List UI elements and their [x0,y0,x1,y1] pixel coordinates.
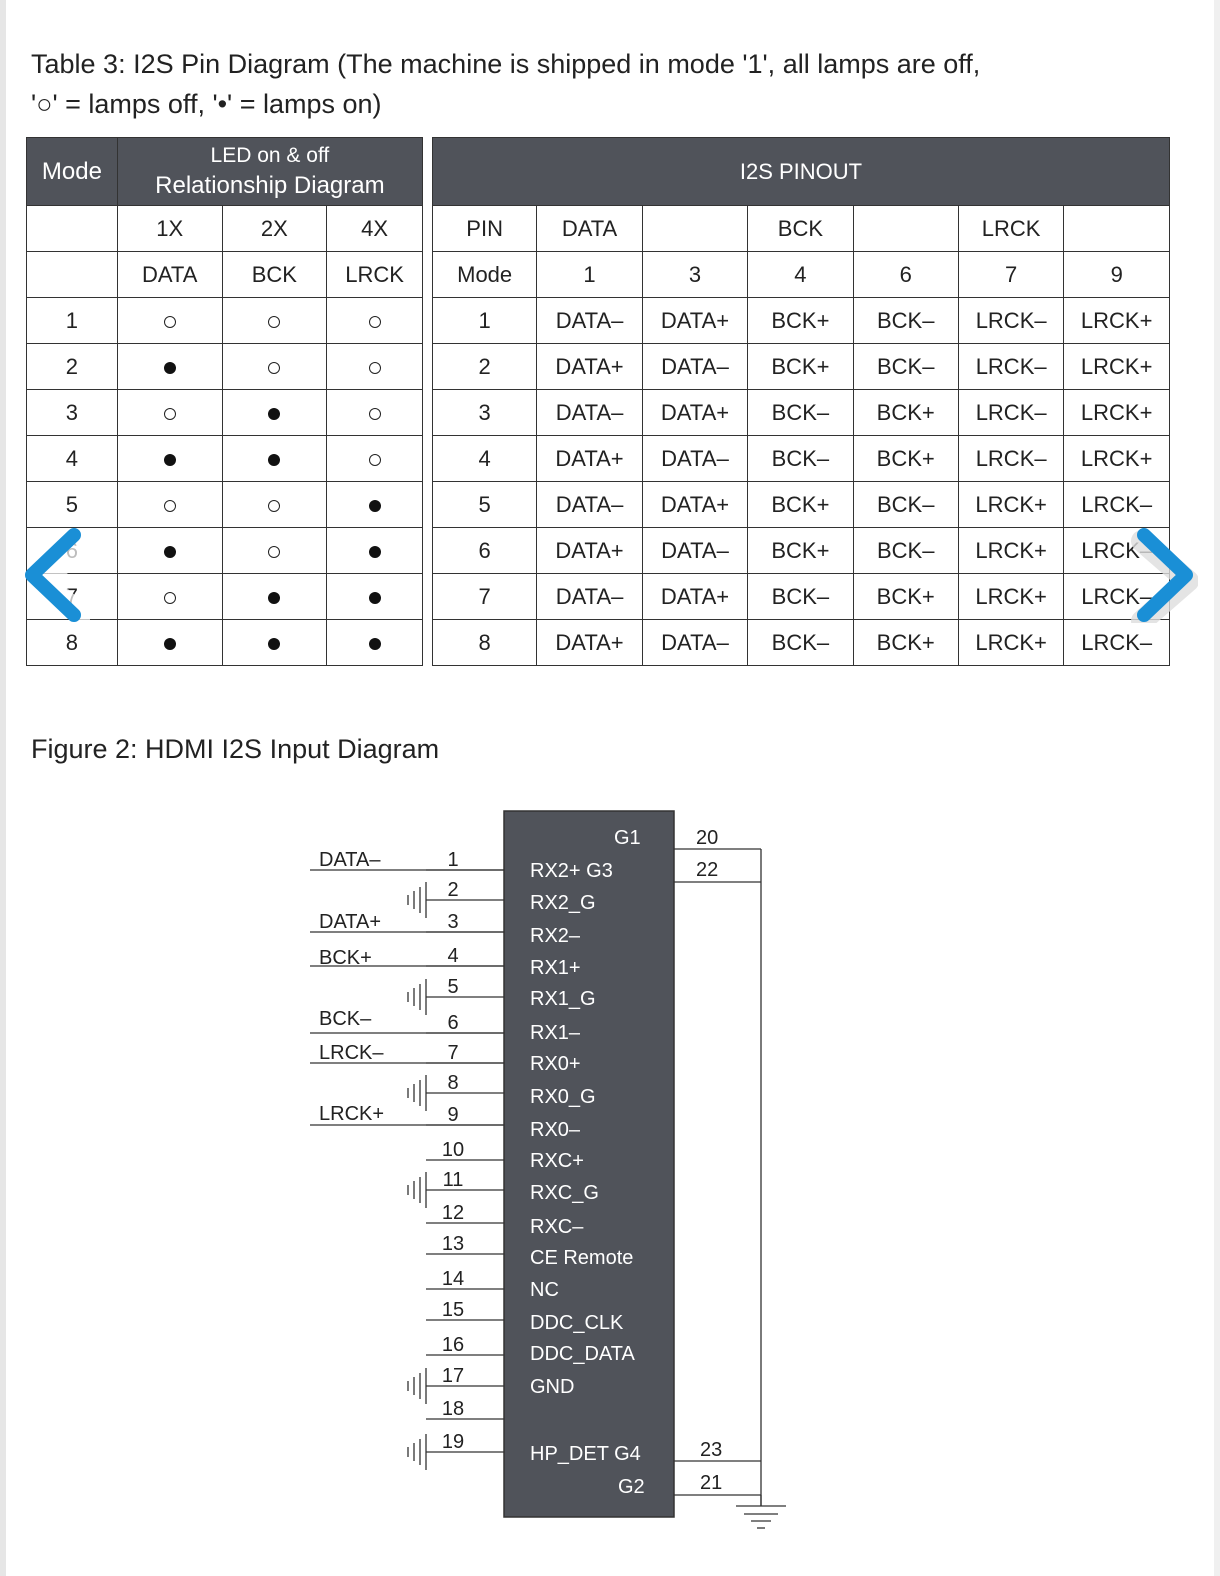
lamp-off-icon [369,454,381,466]
blank-cell [27,252,118,298]
pinout-cell: DATA+ [642,482,747,528]
pinout-cell: LRCK+ [958,482,1064,528]
table-caption-line2: '○' = lamps off, '•' = lamps on) [31,89,382,119]
pinout-cell: 4 [433,436,537,482]
signal-label: LRCK– [319,1042,384,1064]
pinout-cell: 1 [433,298,537,344]
pinout-cell: LRCK+ [1064,298,1170,344]
pinout-cell: LRCK– [958,436,1064,482]
pinout-cell: LRCK+ [958,574,1064,620]
pinout-cell: DATA+ [642,298,747,344]
pinout-cell: DATA– [537,574,642,620]
pinout-sub1-cell: DATA [537,206,642,252]
pinout-cell: DATA+ [642,574,747,620]
pin-number: 14 [441,1268,465,1290]
pinout-cell: BCK– [748,620,853,666]
pinout-cell: 7 [433,574,537,620]
led-cell [117,298,222,344]
right-pin-number: 20 [696,827,719,849]
pinout-sub1-cell [1064,206,1170,252]
pinout-sub1-cell [853,206,958,252]
led-cell [327,620,423,666]
pinout-cell: DATA+ [537,436,642,482]
lamp-off-icon [369,408,381,420]
pin-number: 7 [447,1042,459,1064]
pin-number: 10 [441,1139,465,1161]
led-cell [222,482,327,528]
pinout-cell: LRCK+ [1064,436,1170,482]
sub1-cell: 2X [222,206,327,252]
table-row [27,298,423,344]
pinout-cell: LRCK+ [1064,344,1170,390]
pinout-cell: 6 [433,528,537,574]
mode-cell: 6 [27,528,118,574]
chip-pin-label: RX1_G [530,988,596,1010]
table-row [433,620,1170,666]
lamp-on-icon [268,454,280,466]
pinout-cell: LRCK– [958,390,1064,436]
lamp-off-icon [268,546,280,558]
table-row [433,436,1170,482]
led-cell [117,344,222,390]
chip-pin-label: RX2– [530,925,581,947]
pinout-sub2-cell: 4 [748,252,853,298]
mode-cell: 8 [27,620,118,666]
led-cell [222,298,327,344]
pinout-cell: LRCK+ [958,620,1064,666]
lamp-on-icon [369,546,381,558]
blank-cell [27,206,118,252]
chip-pin-label: CE Remote [530,1247,634,1269]
chip-top-label: G1 [614,827,641,849]
led-cell [222,390,327,436]
i2s-pinout-table [432,137,1170,666]
signal-label: DATA+ [319,911,382,933]
mode-cell: 7 [27,574,118,620]
lamp-on-icon [268,592,280,604]
pinout-cell: BCK– [853,482,958,528]
led-cell [222,528,327,574]
table-row [27,390,423,436]
table-row [433,344,1170,390]
hdmi-i2s-diagram [0,790,1220,1550]
mode-cell: 5 [27,482,118,528]
table-row [27,482,423,528]
pinout-sub2-cell: 7 [958,252,1064,298]
lamp-on-icon [369,500,381,512]
pinout-sub1-cell: PIN [433,206,537,252]
chip-pin-label: RX0+ [530,1053,581,1075]
pin-number: 4 [447,945,459,967]
chip-pin-label: DDC_CLK [530,1312,624,1334]
pin-number: 8 [447,1072,459,1094]
chip-pin-label: RX0– [530,1119,581,1141]
lamp-off-icon [164,592,176,604]
chip-pin-label: NC [530,1279,559,1301]
pin-number: 3 [447,911,459,933]
pinout-cell: BCK– [748,390,853,436]
pinout-cell: 5 [433,482,537,528]
table-row [433,574,1170,620]
led-cell [327,482,423,528]
signal-label: BCK+ [319,947,372,969]
led-cell [327,298,423,344]
pinout-cell: DATA+ [537,528,642,574]
pinout-cell: BCK+ [853,390,958,436]
sub2-cell: DATA [117,252,222,298]
pinout-sub2-cell: 9 [1064,252,1170,298]
mode-cell: 1 [27,298,118,344]
led-cell [222,574,327,620]
pinout-cell: LRCK– [1064,528,1170,574]
pinout-cell: DATA– [642,620,747,666]
chip-pin-label: RXC– [530,1216,584,1238]
lamp-off-icon [369,316,381,328]
pinout-cell: DATA– [537,390,642,436]
pin-number: 9 [447,1104,459,1126]
pinout-cell: DATA– [537,482,642,528]
pinout-cell: 2 [433,344,537,390]
pinout-cell: BCK– [853,298,958,344]
chevron-right-icon[interactable] [1128,527,1198,623]
pinout-cell: LRCK+ [958,528,1064,574]
table-row [27,344,423,390]
led-cell [222,620,327,666]
pin-number: 15 [441,1299,465,1321]
pinout-cell: BCK+ [853,436,958,482]
sub1-cell: 4X [327,206,423,252]
pinout-sub1-cell: LRCK [958,206,1064,252]
signal-label: BCK– [319,1008,372,1030]
led-cell [327,344,423,390]
pinout-cell: BCK+ [853,620,958,666]
lamp-on-icon [164,362,176,374]
pinout-sub2-cell: Mode [433,252,537,298]
led-cell [117,574,222,620]
pinout-cell: LRCK– [1064,482,1170,528]
lamp-off-icon [268,500,280,512]
lamp-on-icon [164,454,176,466]
pinout-cell: BCK+ [748,528,853,574]
lamp-on-icon [268,408,280,420]
signal-label: LRCK+ [319,1103,385,1125]
pinout-cell: DATA+ [537,344,642,390]
lamp-on-icon [369,638,381,650]
pin-number: 19 [441,1431,465,1453]
pinout-cell: BCK+ [748,344,853,390]
pin-number: 12 [441,1202,465,1224]
pin-number: 6 [447,1012,459,1034]
pinout-group-header: I2S PINOUT [433,138,1170,206]
table-row [433,298,1170,344]
pinout-sub1-cell [642,206,747,252]
pinout-cell: BCK– [748,574,853,620]
pinout-sub2-cell: 1 [537,252,642,298]
lamp-off-icon [164,500,176,512]
pin-number: 2 [447,879,459,901]
lamp-on-icon [164,546,176,558]
pin-number: 5 [447,976,459,998]
table-caption-line1: Table 3: I2S Pin Diagram (The machine is shipped in mode '1', all lamps are off, [31,49,981,79]
pin-number: 16 [441,1334,465,1356]
chip-pin-label: RX0_G [530,1086,596,1108]
right-pin-number: 23 [700,1439,723,1461]
pinout-cell: BCK– [853,344,958,390]
lamp-on-icon [268,638,280,650]
pinout-cell: BCK+ [853,574,958,620]
mode-cell: 2 [27,344,118,390]
table-row [27,436,423,482]
table-row [433,390,1170,436]
table-row [433,482,1170,528]
pinout-sub2-cell: 6 [853,252,958,298]
chip-pin-label: HP_DET G4 [530,1443,641,1465]
pinout-cell: DATA+ [537,620,642,666]
sub2-cell: BCK [222,252,327,298]
led-cell [327,528,423,574]
pinout-cell: BCK– [748,436,853,482]
pinout-cell: LRCK+ [1064,390,1170,436]
chip-pin-label: GND [530,1376,575,1398]
chip-pin-label: RX2+ G3 [530,860,613,882]
lamp-off-icon [268,316,280,328]
pin-number: 17 [441,1365,465,1387]
right-pin-number: 21 [700,1472,723,1494]
pinout-sub1-cell: BCK [748,206,853,252]
table-row [27,620,423,666]
pin-number: 13 [441,1233,465,1255]
led-cell [327,436,423,482]
figure-caption: Figure 2: HDMI I2S Input Diagram [31,734,440,764]
lamp-off-icon [164,316,176,328]
sub1-cell: 1X [117,206,222,252]
mode-header: Mode [27,138,118,206]
led-cell [327,390,423,436]
led-cell [327,574,423,620]
chip-pin-label: RXC_G [530,1182,599,1204]
pinout-cell: LRCK– [1064,620,1170,666]
table-row [433,528,1170,574]
right-pin-number: 22 [696,859,719,881]
led-cell [117,390,222,436]
led-cell [117,620,222,666]
pinout-cell: LRCK– [1064,574,1170,620]
pinout-cell: DATA– [642,344,747,390]
led-cell [117,436,222,482]
pinout-sub2-cell: 3 [642,252,747,298]
pinout-cell: 3 [433,390,537,436]
pinout-cell: BCK– [853,528,958,574]
pinout-cell: BCK+ [748,298,853,344]
led-group-header: LED on & off Relationship Diagram [117,138,422,206]
lamp-off-icon [369,362,381,374]
chip-pin-label: RX1+ [530,957,581,979]
led-cell [117,482,222,528]
chip-bottom-label: G2 [618,1476,645,1498]
pin-number: 11 [442,1169,464,1191]
pinout-cell: DATA– [642,436,747,482]
pinout-cell: DATA– [537,298,642,344]
pinout-cell: DATA– [642,528,747,574]
lamp-off-icon [164,408,176,420]
mode-cell: 3 [27,390,118,436]
mode-cell: 4 [27,436,118,482]
sub2-cell: LRCK [327,252,423,298]
lamp-on-icon [369,592,381,604]
pin-number: 18 [441,1398,465,1420]
pinout-cell: LRCK– [958,298,1064,344]
signal-label: DATA– [319,849,381,871]
pinout-cell: 8 [433,620,537,666]
pinout-cell: DATA+ [642,390,747,436]
chip-pin-label: RXC+ [530,1150,584,1172]
chip-pin-label: RX2_G [530,892,596,914]
led-cell [117,528,222,574]
chip-pin-label: RX1– [530,1022,581,1044]
chevron-left-icon[interactable] [20,527,90,623]
pinout-cell: BCK+ [748,482,853,528]
pin-number: 1 [447,849,459,871]
led-cell [222,436,327,482]
led-cell [222,344,327,390]
pinout-cell: LRCK– [958,344,1064,390]
chip-pin-label: DDC_DATA [530,1343,635,1365]
lamp-on-icon [164,638,176,650]
lamp-off-icon [268,362,280,374]
